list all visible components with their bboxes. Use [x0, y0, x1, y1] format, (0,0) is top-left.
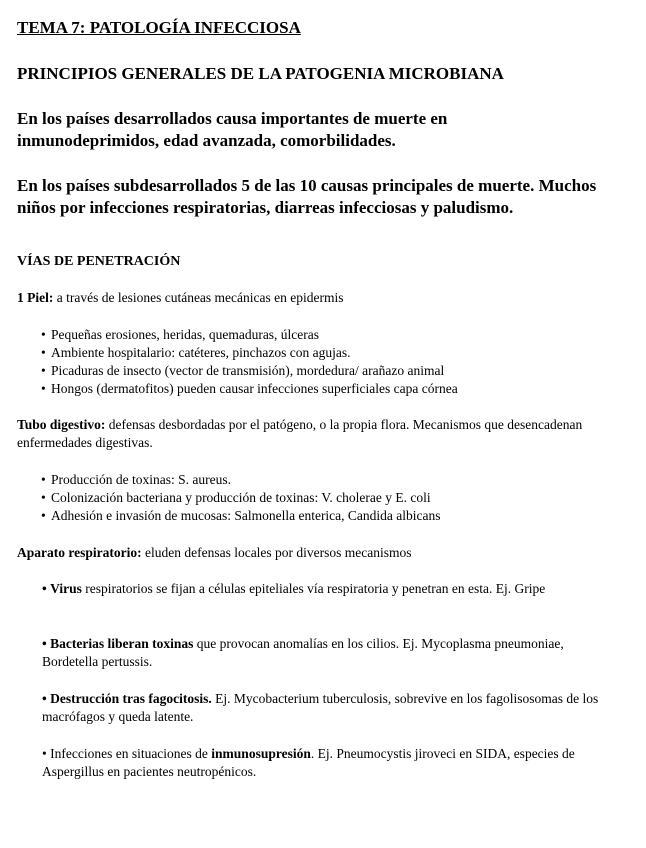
- inmuno-rest: . Ej. Pneumocystis jiroveci en SIDA, especies de Aspergillus en pacientes neutropénicos.: [42, 746, 575, 779]
- list-item: [41, 326, 458, 344]
- intro-paragraph-developed: [17, 108, 537, 152]
- list-item: [41, 380, 458, 398]
- bacterias-bold: Bacterias liberan toxinas: [50, 636, 194, 651]
- intro-paragraph-underdeveloped: [17, 175, 627, 219]
- aparato-fagocitosis-paragraph: [42, 690, 612, 726]
- list-item: [41, 344, 458, 362]
- list-item-text: Adhesión e invasión de mucosas: Salmonella enterica, Candida albicans: [51, 508, 441, 523]
- bullet-symbol: •: [41, 327, 46, 342]
- list-item-text: Pequeñas erosiones, heridas, quemaduras, úlceras: [51, 327, 320, 342]
- list-item-text: Producción de toxinas: S. aureus.: [51, 472, 231, 487]
- intro-p1-pre: En los: [17, 109, 67, 128]
- intro-p1-post: causa importantes de muerte en inmunodeprimidos, edad avanzada, comorbilidades.: [17, 109, 448, 150]
- bullet-symbol: •: [41, 490, 46, 505]
- list-item-text: Ambiente hospitalario: catéteres, pinchazos con agujas.: [51, 345, 351, 360]
- aparato-label: Aparato respiratorio:: [17, 545, 142, 560]
- intro-p2-post: 5 de las 10 causas principales de muerte. Muchos niños por infecciones respiratorias, diarreas infecciosas y paludismo.: [17, 176, 597, 217]
- intro-p2-pre: En los: [17, 176, 67, 195]
- aparato-inmunosupresion-paragraph: [42, 745, 612, 781]
- fagocitosis-rest: Ej. Mycobacterium tuberculosis, sobrevive en los fagolisosomas de los macrófagos y queda latente.: [42, 691, 599, 724]
- piel-text: a través de lesiones cutáneas mecánicas en epidermis: [53, 290, 344, 305]
- piel-list: [41, 326, 458, 398]
- bullet-symbol: •: [42, 581, 47, 596]
- aparato-virus-paragraph: [42, 580, 612, 598]
- vias-heading: VÍAS DE PENETRACIÓN: [17, 254, 181, 269]
- fagocitosis-bold: Destrucción tras fagocitosis.: [50, 691, 212, 706]
- list-item: [41, 471, 441, 489]
- page-title: TEMA 7: PATOLOGÍA INFECCIOSA: [17, 18, 301, 37]
- piel-intro: [17, 289, 344, 307]
- bullet-symbol: •: [41, 472, 46, 487]
- list-item: [41, 489, 441, 507]
- aparato-text: eluden defensas locales por diversos mecanismos: [141, 545, 412, 560]
- bullet-symbol: •: [41, 345, 46, 360]
- bullet-symbol: •: [42, 691, 47, 706]
- bullet-symbol: •: [41, 508, 46, 523]
- tubo-intro: [17, 416, 617, 452]
- list-item: [41, 507, 441, 525]
- aparato-bacterias-paragraph: [42, 635, 612, 671]
- inmuno-pre: Infecciones en situaciones de: [50, 746, 212, 761]
- aparato-intro: [17, 544, 412, 562]
- bacterias-rest: que provocan anomalías en los cilios. Ej. Mycoplasma pneumoniae, Bordetella pertussis.: [42, 636, 564, 669]
- virus-rest: respiratorios se fijan a células epiteliales vía respiratoria y penetran en esta. Ej. Gripe: [81, 581, 546, 596]
- list-item-text: Colonización bacteriana y producción de toxinas: V. cholerae y E. coli: [51, 490, 431, 505]
- inmuno-bold: inmunosupresión: [211, 746, 311, 761]
- bullet-symbol: •: [41, 381, 46, 396]
- bullet-symbol: •: [41, 363, 46, 378]
- tubo-list: [41, 471, 441, 525]
- section-heading: PRINCIPIOS GENERALES DE LA PATOGENIA MICROBIANA: [17, 64, 504, 83]
- virus-bold: Virus: [50, 581, 82, 596]
- list-item-text: Hongos (dermatofitos) pueden causar infecciones superficiales capa córnea: [51, 381, 458, 396]
- tubo-label: Tubo digestivo:: [17, 417, 106, 432]
- list-item-text: Picaduras de insecto (vector de transmisión), mordedura/ arañazo animal: [51, 363, 445, 378]
- tubo-text: defensas desbordadas por el patógeno, o la propia flora. Mecanismos que desencadenan enfermedades digestivas.: [17, 417, 583, 450]
- bullet-symbol: •: [42, 636, 47, 651]
- piel-label: 1 Piel:: [17, 290, 54, 305]
- intro-p1-bold: países desarrollados: [66, 109, 212, 128]
- bullet-symbol: •: [42, 746, 47, 761]
- intro-p2-bold: países subdesarrollados: [66, 176, 238, 195]
- list-item: [41, 362, 458, 380]
